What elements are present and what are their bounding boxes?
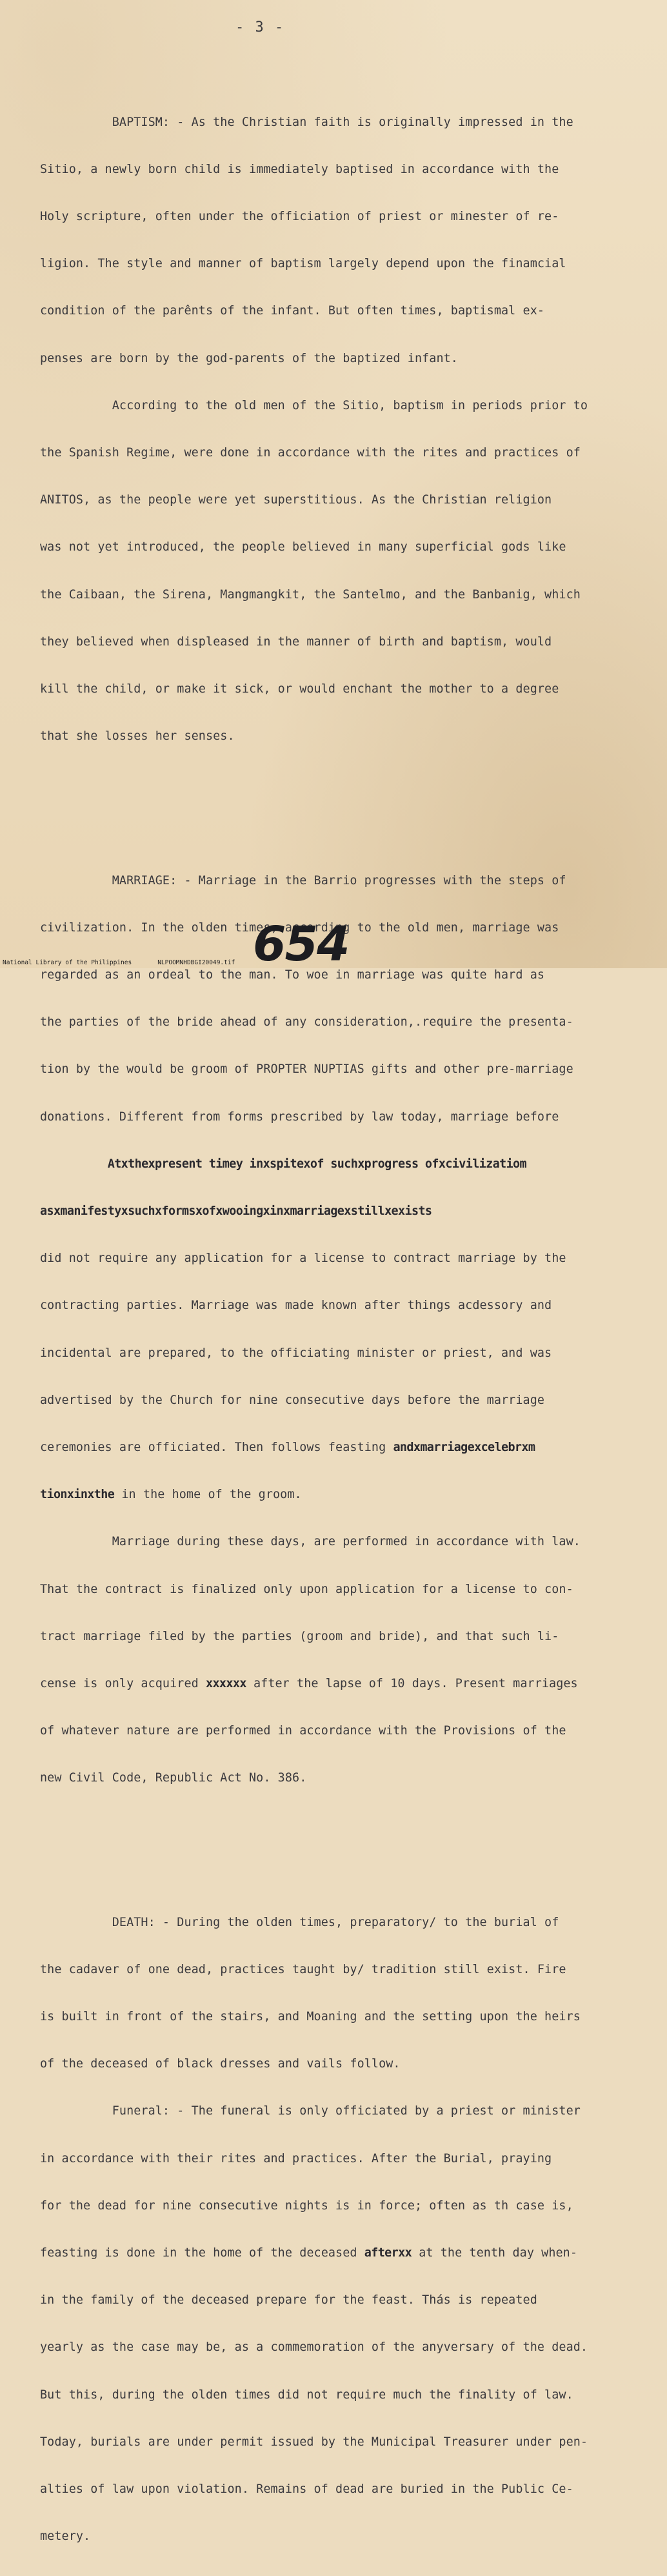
text-segment: cense is only acquired [40,1676,206,1690]
death-line: yearly as the case may be, as a commemoration of the anyversary of the dead. [40,2340,588,2355]
struck-out-text: tionxinxthe [40,1488,115,1502]
marriage-line: MARRIAGE: - Marriage in the Barrio progresses with the steps of [40,873,566,887]
marriage-line: Marriage during these days, are performed in accordance with law. [40,1535,581,1549]
struck-out-text: afterxx [364,2246,412,2260]
struck-out-line: asxmanifestyxsuchxformsxofxwooingxinxmarriagexstillxexists [40,1204,432,1218]
death-line: the cadaver of one dead, practices taught by/ tradition still exist. Fire [40,1962,566,1976]
paragraph-gap [40,1834,643,1852]
text-segment: after the lapse of 10 days. Present marriages [246,1676,578,1690]
struck-out-text: andxmarriagexcelebrxm [393,1440,535,1454]
baptism-line: that she losses her senses. [40,729,235,744]
death-line: But this, during the olden times did not require much the finality of law. [40,2388,573,2402]
marriage-line [40,1440,643,1455]
marriage-line: That the contract is finalized only upon application for a license to con- [40,1582,573,1596]
library-name: National Library of the Philippines [3,959,132,966]
page-number: - 3 - [235,19,285,35]
baptism-line: Sitio, a newly born child is immediately baptised in accordance with the [40,162,559,176]
baptism-line: ligion. The style and manner of baptism largely depend upon the finamcial [40,257,566,271]
baptism-line: the Spanish Regime, were done in accordance with the rites and practices of [40,446,581,460]
handwritten-page-number: 654 [253,917,349,972]
marriage-line: the parties of the bride ahead of any consideration,.require the presenta- [40,1015,573,1029]
death-line: for the dead for nine consecutive nights is in force; often as th case is, [40,2198,573,2213]
death-line: metery. [40,2530,91,2544]
marriage-line [40,1676,643,1692]
marriage-line: advertised by the Church for nine consecutive days before the marriage [40,1393,545,1407]
marriage-line: tion by the would be groom of PROPTER NUPTIAS gifts and other pre-marriage [40,1062,573,1077]
struck-out-text: xxxxxx [205,1676,246,1690]
struck-out-line: Atxthexpresent timey inxspitexof suchxprogress ofxcivilizatiom [40,1157,526,1171]
marriage-line: regarded as an ordeal to the man. To woe in marriage was quite hard as [40,968,545,982]
baptism-line: ANITOS, as the people were yet superstitious. As the Christian religion [40,493,552,507]
baptism-line: BAPTISM: - As the Christian faith is originally impressed in the [40,115,573,129]
marriage-line: tract marriage filed by the parties (groom and bride), and that such li- [40,1629,559,1643]
death-line: is built in front of the stairs, and Moaning and the setting upon the heirs [40,2010,581,2023]
death-line: in the family of the deceased prepare for the feast. Thás is repeated [40,2293,537,2307]
death-line: of the deceased of black dresses and vails follow. [40,2057,401,2071]
marriage-line: donations. Different from forms prescribed by law today, marriage before [40,1110,559,1124]
baptism-line: condition of the parênts of the infant. But often times, baptismal ex- [40,304,545,318]
text-segment: at the tenth day when- [412,2246,578,2260]
baptism-line: was not yet introduced, the people believed in many superficial gods like [40,540,566,554]
paragraph-gap [40,792,643,810]
baptism-line: the Caibaan, the Sirena, Mangmangkit, the Santelmo, and the Banbanig, which [40,587,581,602]
death-line: in accordance with their rites and practices. After the Burial, praying [40,2151,552,2165]
marriage-line: new Civil Code, Republic Act No. 386. [40,1771,307,1785]
baptism-line: According to the old men of the Sitio, baptism in periods prior to [40,398,588,412]
death-line: alties of law upon violation. Remains of dead are buried in the Public Ce- [40,2482,573,2497]
marriage-line [40,1487,643,1503]
text-segment: in the home of the groom. [114,1488,302,1502]
baptism-line: they believed when displeased in the manner of birth and baptism, would [40,634,552,649]
scan-footer [3,959,235,966]
death-line: DEATH: - During the olden times, preparatory/ to the burial of [40,1915,559,1929]
text-segment: ceremonies are officiated. Then follows feasting [40,1440,393,1454]
marriage-line: of whatever nature are performed in accordance with the Provisions of the [40,1724,566,1738]
marriage-line: contracting parties. Marriage was made known after things acdessory and [40,1299,552,1313]
baptism-line: penses are born by the god-parents of the baptized infant. [40,351,458,365]
document-body [40,52,643,2576]
baptism-line: Holy scripture, often under the officiation of priest or minester of re- [40,210,559,224]
marriage-line: did not require any application for a license to contract marriage by the [40,1252,566,1266]
marriage-line: incidental are prepared, to the officiating minister or priest, and was [40,1346,552,1360]
text-segment: feasting is done in the home of the deceased [40,2246,364,2260]
death-line [40,2246,643,2261]
file-id: NLPOOMNHDBGI20049.tif [157,959,235,966]
death-line: Funeral: - The funeral is only officiated by a priest or minister [40,2104,581,2118]
death-line: Today, burials are under permit issued by the Municipal Treasurer under pen- [40,2435,588,2449]
marriage-line: civilization. In the olden times, according to the old men, marriage was [40,920,559,935]
baptism-line: kill the child, or make it sick, or would enchant the mother to a degree [40,682,559,696]
